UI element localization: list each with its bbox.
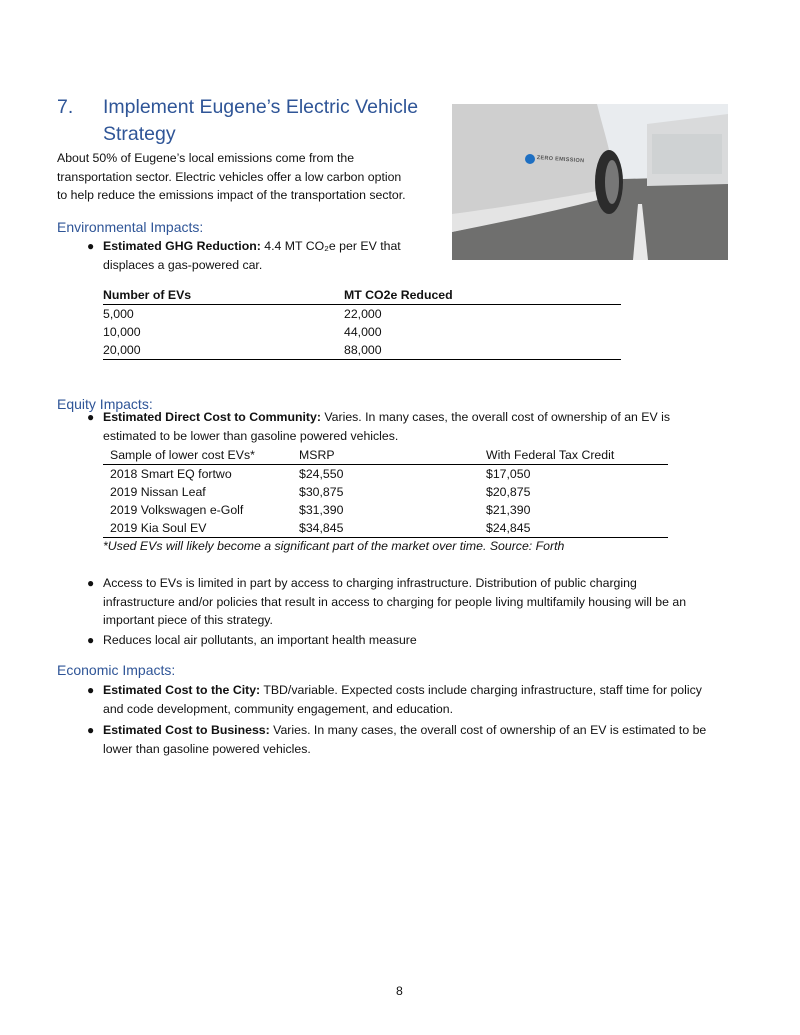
cell: 22,000 xyxy=(344,307,382,321)
ghg-reduction-bullet xyxy=(103,237,401,274)
table-footnote: *Used EVs will likely become a significant part of the market over time. Source: Forth xyxy=(103,539,565,553)
bullet-text: infrastructure and/or policies that result in access to charging for people living multifamily housing will be an xyxy=(103,594,687,609)
business-cost-bullet xyxy=(103,721,706,758)
cell: 2019 Volkswagen e-Golf xyxy=(110,503,244,517)
cell: 2018 Smart EQ fortwo xyxy=(110,467,232,481)
economic-impacts-heading: Economic Impacts: xyxy=(57,662,176,678)
table-row xyxy=(103,341,621,360)
bullet-label: Estimated Cost to the City: xyxy=(103,683,261,697)
ev-photo xyxy=(452,104,728,260)
bullet-text: estimated to be lower than gasoline powered vehicles. xyxy=(103,428,399,443)
direct-cost-bullet xyxy=(103,408,670,445)
bullet-label: Estimated Cost to Business: xyxy=(103,723,270,737)
table-row xyxy=(103,519,668,538)
section-number: 7. xyxy=(57,96,74,118)
bullet-icon: ● xyxy=(87,410,95,424)
cell: 5,000 xyxy=(103,307,134,321)
column-header: With Federal Tax Credit xyxy=(486,446,668,465)
section-title-line2: Strategy xyxy=(103,123,176,145)
bullet-text: TBD/variable. Expected costs include charging infrastructure, staff time for policy xyxy=(260,683,702,697)
cell: $20,875 xyxy=(486,485,531,499)
intro-paragraph xyxy=(57,149,406,205)
bullet-text: lower than gasoline powered vehicles. xyxy=(103,741,311,756)
cell: $24,550 xyxy=(299,467,344,481)
table-row xyxy=(103,305,621,324)
air-pollutants-bullet: Reduces local air pollutants, an important health measure xyxy=(103,633,417,647)
bullet-text: Varies. In many cases, the overall cost of ownership of an EV is estimated to be xyxy=(269,723,707,737)
cell: 10,000 xyxy=(103,325,141,339)
bullet-label: Estimated Direct Cost to Community: xyxy=(103,410,321,424)
intro-line: transportation sector. Electric vehicles offer a low carbon option xyxy=(57,169,402,184)
cell: 88,000 xyxy=(344,341,621,360)
environmental-impacts-heading: Environmental Impacts: xyxy=(57,219,204,235)
bullet-text: displaces a gas-powered car. xyxy=(103,257,263,272)
bullet-icon: ● xyxy=(87,576,95,590)
bullet-text: Access to EVs is limited in part by access to charging infrastructure. Distribution of public charging xyxy=(103,576,637,590)
column-header: MT CO2e Reduced xyxy=(344,286,621,305)
cell: 20,000 xyxy=(103,341,344,360)
intro-line: to help reduce the emissions impact of the transportation sector. xyxy=(57,188,406,202)
equity-impacts-heading: Equity Impacts: xyxy=(57,396,153,412)
bullet-icon: ● xyxy=(87,683,95,697)
bullet-icon: ● xyxy=(87,239,95,253)
bullet-text: 4.4 MT CO₂e per EV that xyxy=(260,239,401,253)
cell: 2019 Kia Soul EV xyxy=(103,519,299,538)
table-row xyxy=(103,465,668,484)
bullet-text: and code development, community engagement, and education. xyxy=(103,701,454,716)
intro-line: About 50% of Eugene’s local emissions come from the xyxy=(57,151,355,165)
cell: $17,050 xyxy=(486,467,531,481)
bullet-text: Varies. In many cases, the overall cost of ownership of an EV is xyxy=(320,410,670,424)
column-header: Sample of lower cost EVs* xyxy=(103,446,299,465)
cell: $21,390 xyxy=(486,503,531,517)
bullet-icon: ● xyxy=(87,723,95,737)
bullet-label: Estimated GHG Reduction: xyxy=(103,239,261,253)
page-number: 8 xyxy=(396,984,403,998)
bullet-text: important piece of this strategy. xyxy=(103,613,273,627)
cell: 2019 Nissan Leaf xyxy=(110,485,206,499)
bullet-icon: ● xyxy=(87,633,95,647)
section-title-line1: Implement Eugene’s Electric Vehicle xyxy=(103,96,419,118)
ev-cost-table xyxy=(103,446,668,538)
table-row xyxy=(103,323,621,341)
cell: $24,845 xyxy=(486,519,668,538)
table-row xyxy=(103,501,668,519)
cell: $34,845 xyxy=(299,519,486,538)
photo-badge-text: ZERO EMISSION xyxy=(536,155,585,165)
cell: 44,000 xyxy=(344,325,382,339)
ghg-reduction-table xyxy=(103,286,621,360)
column-header: Number of EVs xyxy=(103,286,344,305)
cell: $31,390 xyxy=(299,503,344,517)
cell: $30,875 xyxy=(299,485,344,499)
table-row xyxy=(103,483,668,501)
charging-access-bullet xyxy=(103,574,686,630)
city-cost-bullet xyxy=(103,681,702,718)
column-header: MSRP xyxy=(299,446,486,465)
